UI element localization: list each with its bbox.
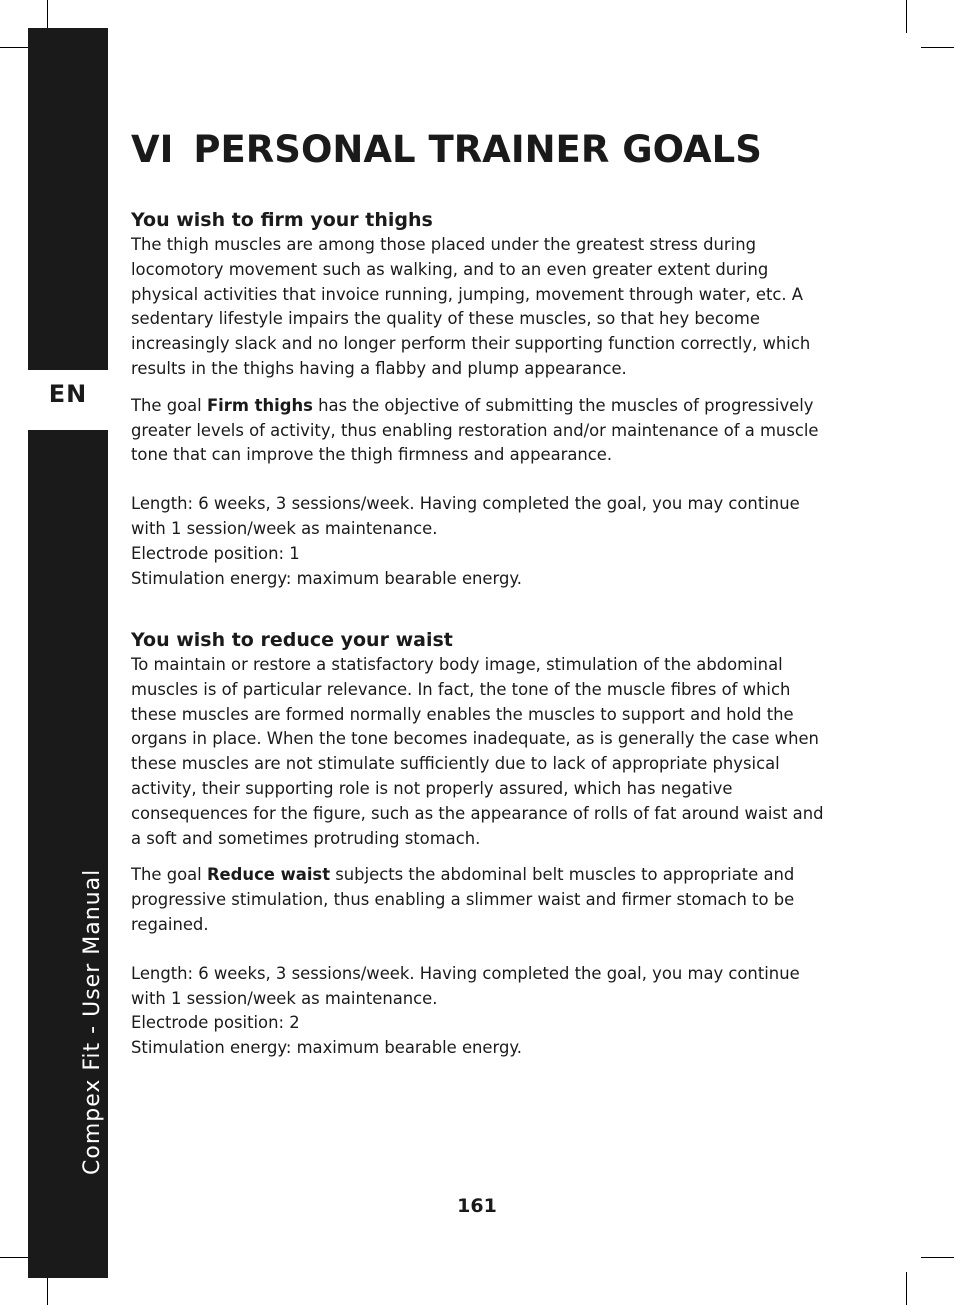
page-number: 161 (457, 1195, 497, 1217)
section-heading: You wish to reduce your waist (131, 629, 453, 651)
electrode-position: Electrode position: 2 (131, 1013, 300, 1033)
language-tab: EN (48, 380, 88, 408)
goal-prefix: The goal (131, 395, 207, 415)
crop-mark (921, 47, 954, 48)
chapter-number: VI (131, 128, 174, 171)
program-length: Length: 6 weeks, 3 sessions/week. Having completed the goal, you may continue with 1 session/week as maintenance. (131, 494, 800, 538)
stimulation-energy: Stimulation energy: maximum bearable energy. (131, 568, 522, 588)
section-reduce-waist (131, 628, 831, 1061)
page-title (131, 128, 762, 171)
program-length: Length: 6 weeks, 3 sessions/week. Having completed the goal, you may continue with 1 session/week as maintenance. (131, 963, 800, 1008)
section-intro: To maintain or restore a statisfactory body image, stimulation of the abdominal muscles is of particular relevance. In fact, the tone of the muscle fibres of which these muscles are formed normally enables the muscles to support and hold the organs in place. When the tone becomes inadequate, as is generally the case when these muscles are not stimulate sufficiently due to lack of appropriate physical activity, their supporting role is not properly assured, which has negative consequences for the figure, such as the appearance of rolls of fat around waist and a soft and sometimes protruding stomach. (131, 655, 824, 848)
goal-name: Reduce waist (206, 865, 331, 885)
goal-paragraph (131, 394, 831, 468)
goal-prefix: The goal (131, 865, 207, 885)
goal-name: Firm thighs (206, 395, 313, 415)
section-intro: The thigh muscles are among those placed under the greatest stress during locomotory movement such as walking, and to an even greater extent during physical activities that invoice running, jumping, movement through water, etc. A sedentary lifestyle impairs the quality of these muscles, so that hey become increasingly slack and no longer perform their supporting function correctly, which results in the thighs having a flabby and plump appearance. (131, 235, 811, 378)
stimulation-energy: Stimulation energy: maximum bearable energy. (131, 1038, 522, 1058)
crop-mark (906, 1272, 907, 1305)
chapter-title: PERSONAL TRAINER GOALS (193, 128, 762, 171)
section-firm-thighs (131, 208, 831, 591)
section-heading: You wish to firm your thighs (131, 209, 433, 231)
crop-mark (906, 0, 907, 33)
goal-description: subjects the abdominal belt muscles to appropriate and progressive stimulation, thus enabling a slimmer waist and firmer stomach to be regained. (131, 865, 795, 934)
goal-description: has the objective of submitting the muscles of progressively greater levels of activity, thus enabling restoration and/or maintenance of a muscle tone that can improve the thigh firmness and appearance. (131, 395, 819, 465)
goal-paragraph (131, 863, 831, 937)
crop-mark (921, 1257, 954, 1258)
sidebar-bar-top (28, 28, 108, 370)
electrode-position: Electrode position: 1 (131, 543, 300, 563)
manual-title: Compex Fit - User Manual (80, 868, 105, 1175)
